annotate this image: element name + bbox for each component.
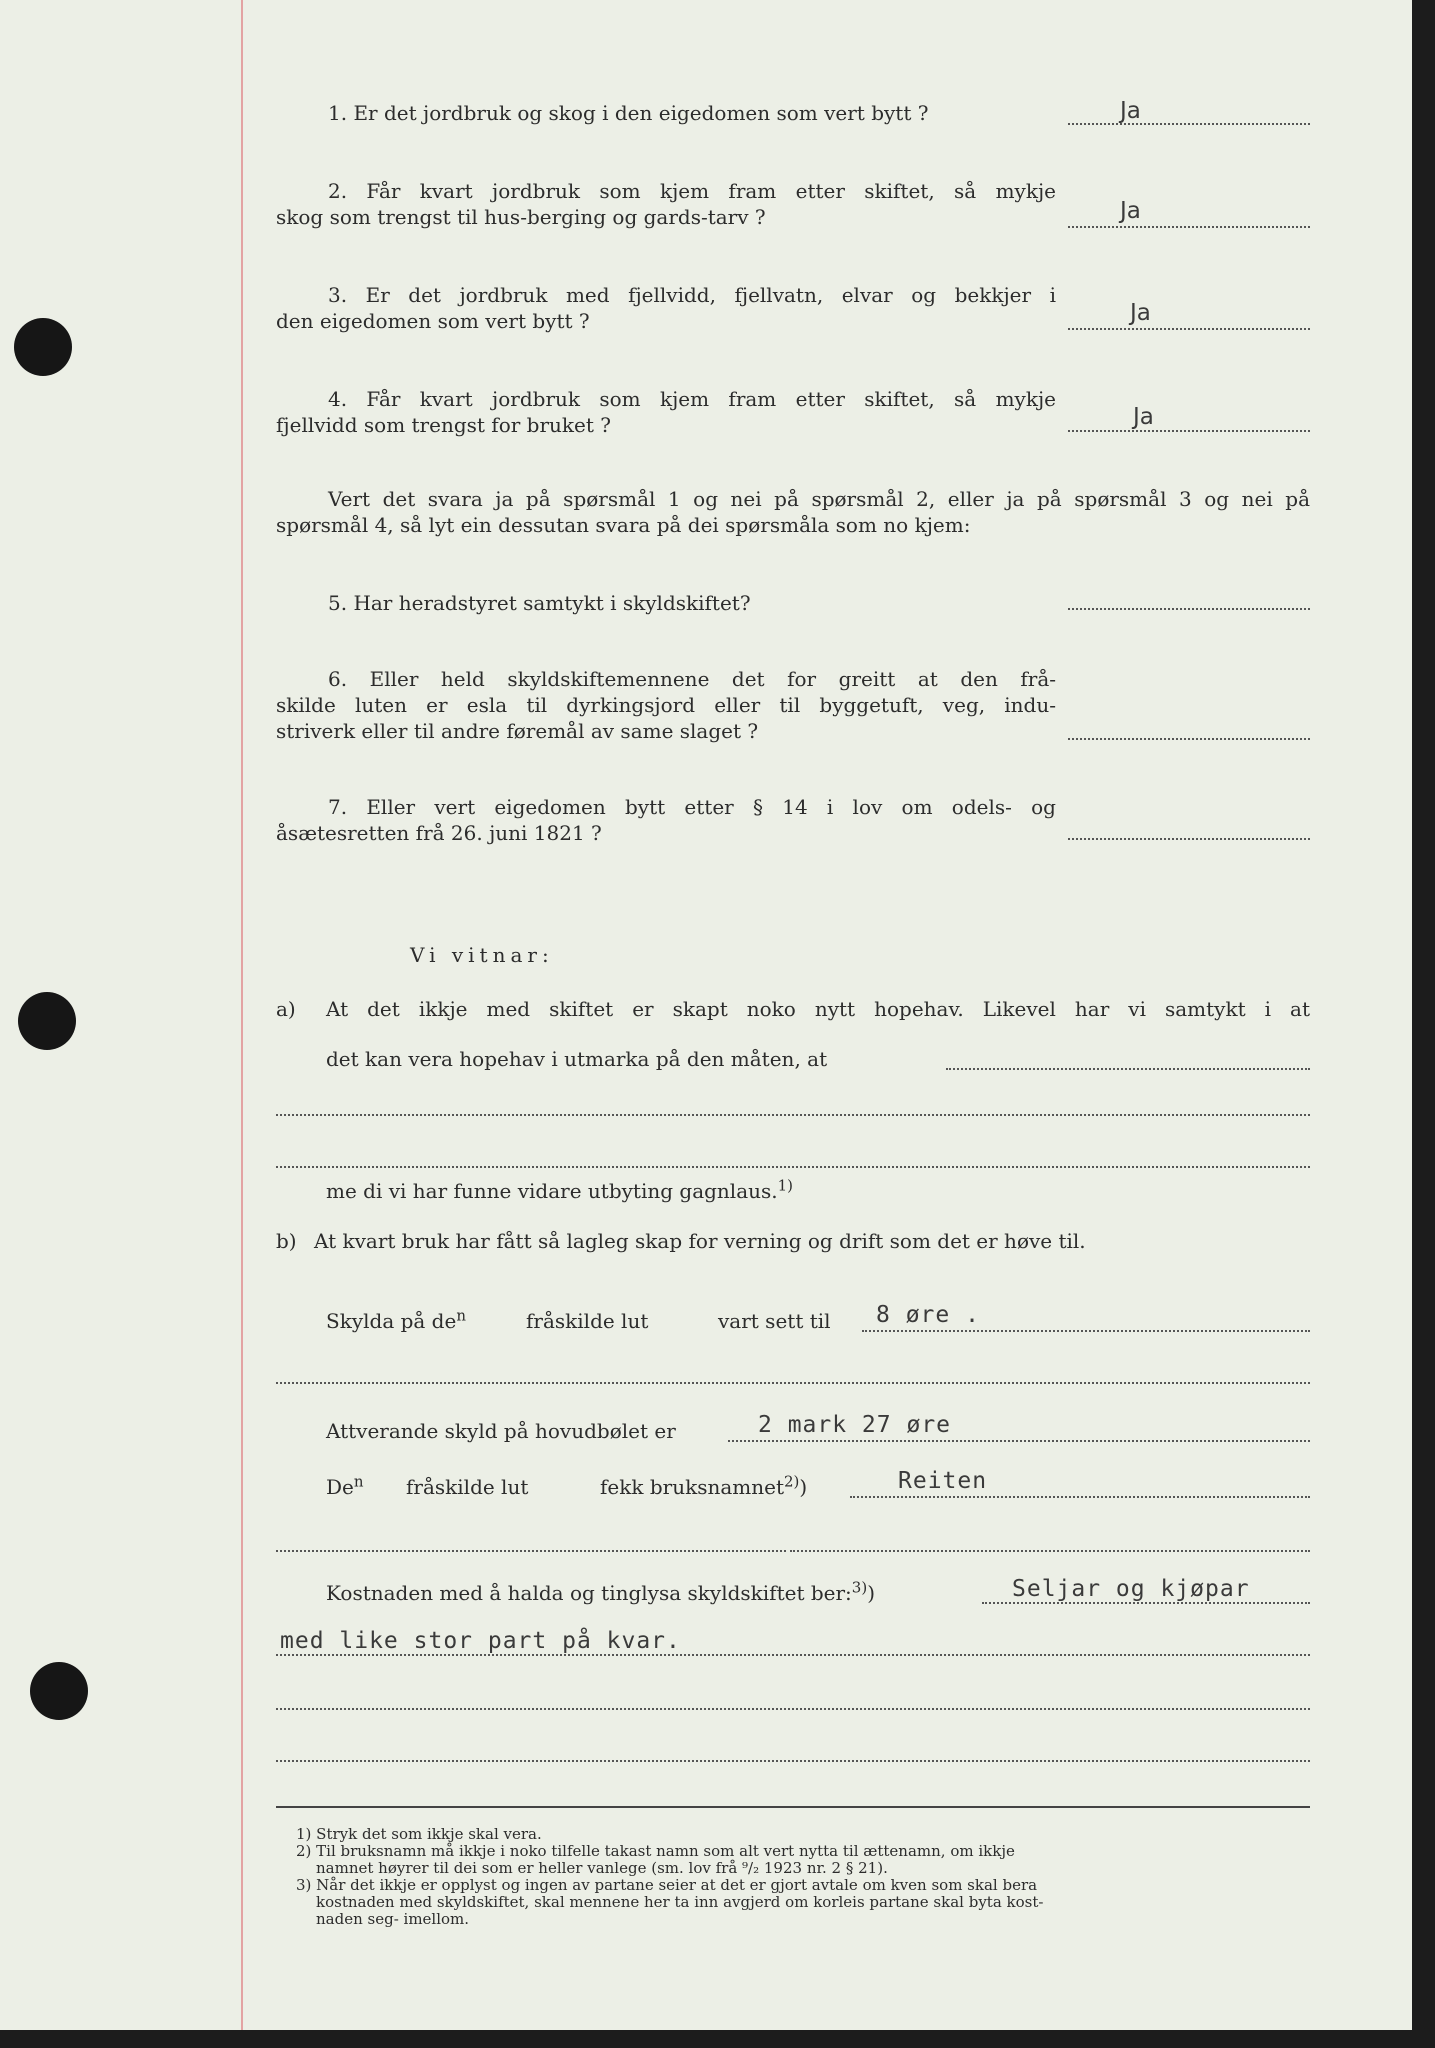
skylda-lut: fråskilde lut: [526, 1309, 649, 1333]
answer-4: Ja: [1133, 404, 1154, 430]
question-6-line-1: 6. Eller held skyldskiftemennene det for greitt at den frå-: [328, 667, 1056, 691]
footnote-2: 2) Til bruksnamn må ikkje i noko tilfelle takast namn som alt vert nytta til ættenamn, om ikkje: [296, 1842, 1015, 1860]
footnote-1: 1) Stryk det som ikkje skal vera.: [296, 1825, 542, 1843]
question-1: 1. Er det jordbruk og skog i den eigedomen som vert bytt ?: [328, 101, 929, 125]
answer-2: Ja: [1120, 198, 1141, 224]
kostnad-blank-4: [276, 1760, 1310, 1762]
footnote-3-end: naden seg- imellom.: [316, 1910, 470, 1928]
bruksnamn-label: [600, 1474, 807, 1500]
answer-line-2: [1068, 226, 1310, 228]
footnote-3: 3) Når det ikkje er opplyst og ingen av partane seier at det er gjort avtale om kven som skal bera: [296, 1876, 1038, 1894]
item-a-line-3-text: me di vi har funne vidare utbyting gagnlaus.: [326, 1179, 778, 1203]
bruksnamn-prefix: [326, 1474, 364, 1500]
skylda-blank: [862, 1330, 1310, 1332]
question-3-line-2: den eigedomen som vert bytt ?: [276, 309, 590, 333]
kostnad-value-2: med like stor part på kvar.: [280, 1628, 681, 1654]
answer-line-4: [1068, 430, 1310, 432]
item-b-line: At kvart bruk har fått så lagleg skap for verning og drift som det er høve til.: [314, 1229, 1086, 1253]
bruksnamn-sup-n: n: [353, 1472, 364, 1491]
hopehav-blank-2: [276, 1114, 1310, 1116]
skylda-value: 8 øre .: [876, 1302, 980, 1328]
bruksnamn-blank-2a: [276, 1550, 786, 1552]
kostnad-blank-1: [982, 1602, 1310, 1604]
kostnad-blank-3: [276, 1708, 1310, 1710]
question-6-line-3: striverk eller til andre føremål av same slaget ?: [276, 719, 759, 743]
answer-1: Ja: [1120, 98, 1141, 124]
footnote-rule: [276, 1806, 1310, 1808]
item-a-line-2: det kan vera hopehav i utmarka på den måten, at: [326, 1047, 828, 1071]
answer-line-7: [1068, 838, 1310, 840]
question-3-line-1: 3. Er det jordbruk med fjellvidd, fjellvatn, elvar og bekkjer i: [328, 283, 1056, 307]
punch-hole: [14, 318, 72, 376]
margin-line: [241, 0, 243, 2030]
item-a-marker: a): [276, 997, 296, 1021]
footnote-ref-2: 2): [783, 1472, 800, 1491]
attverande-label: Attverande skyld på hovudbølet er: [326, 1419, 676, 1443]
footnote-3-cont: kostnaden med skyldskiftet, skal mennene her ta inn avgjerd om korleis partane skal byta kost-: [316, 1893, 1044, 1911]
question-4-line-1: 4. Får kvart jordbruk som kjem fram etter skiftet, så mykje: [328, 387, 1056, 411]
kostnad-label: [326, 1580, 875, 1606]
attverande-blank: [728, 1440, 1310, 1442]
bruksnamn-blank: [850, 1496, 1310, 1498]
instruction-line-1: Vert det svara ja på spørsmål 1 og nei på spørsmål 2, eller ja på spørsmål 3 og nei på: [328, 487, 1310, 511]
bruksnamn-paren: ): [799, 1475, 808, 1499]
question-4-line-2: fjellvidd som trengst for bruket ?: [276, 413, 611, 437]
skylda-prefix: [326, 1308, 466, 1334]
punch-hole: [30, 1662, 88, 1720]
kostnad-blank-2: [276, 1654, 1310, 1656]
answer-3: Ja: [1130, 300, 1151, 326]
kostnad-value-1: Seljar og kjøpar: [1012, 1576, 1250, 1602]
question-6-line-2: skilde luten er esla til dyrkingsjord eller til byggetuft, veg, indu-: [276, 693, 1056, 717]
kostnad-paren: ): [867, 1581, 875, 1605]
hopehav-blank-1: [946, 1068, 1310, 1070]
kostnad-label-text: Kostnaden med å halda og tinglysa skyldskiftet ber:: [326, 1581, 852, 1605]
footnote-ref-1: 1): [777, 1176, 794, 1195]
skylda-prefix-text: Skylda på de: [326, 1309, 457, 1333]
hopehav-blank-3: [276, 1166, 1310, 1168]
bruksnamn-value: Reiten: [898, 1468, 988, 1494]
question-2-line-1: 2. Får kvart jordbruk som kjem fram etter skiftet, så mykje: [328, 179, 1056, 203]
attverande-value: 2 mark 27 øre: [758, 1412, 952, 1438]
question-2-line-2: skog som trengst til hus-berging og gards-tarv ?: [276, 205, 766, 229]
question-7-line-1: 7. Eller vert eigedomen bytt etter § 14 i lov om odels- og: [328, 795, 1056, 819]
footnote-ref-3: 3): [851, 1578, 868, 1597]
skylda-blank-2: [276, 1382, 1310, 1384]
punch-hole: [18, 992, 76, 1050]
answer-line-5: [1068, 608, 1310, 610]
vitnar-heading: Vi vitnar:: [410, 943, 554, 967]
answer-line-3: [1068, 328, 1310, 330]
bruksnamn-label-text: fekk bruksnamnet: [600, 1475, 784, 1499]
item-b-marker: b): [276, 1229, 297, 1253]
instruction-line-2: spørsmål 4, så lyt ein dessutan svara på dei spørsmåla som no kjem:: [276, 513, 971, 537]
footnote-2-cont: namnet høyrer til dei som er heller vanlege (sm. lov frå ⁹/₂ 1923 nr. 2 § 21).: [316, 1859, 888, 1877]
answer-line-6: [1068, 738, 1310, 740]
question-7-line-2: åsætesretten frå 26. juni 1821 ?: [276, 821, 602, 845]
bruksnamn-lut: fråskilde lut: [406, 1475, 529, 1499]
answer-line-1: [1068, 123, 1310, 125]
item-a-line-3: [326, 1178, 793, 1204]
skylda-label: vart sett til: [718, 1309, 831, 1333]
bruksnamn-blank-2b: [790, 1550, 1310, 1552]
item-a-line-1: At det ikkje med skiftet er skapt noko nytt hopehav. Likevel har vi samtykt i at: [326, 997, 1310, 1021]
question-5: 5. Har heradstyret samtykt i skyldskiftet?: [328, 591, 751, 615]
bruksnamn-prefix-text: De: [326, 1475, 354, 1499]
skylda-sup-n: n: [456, 1306, 466, 1325]
